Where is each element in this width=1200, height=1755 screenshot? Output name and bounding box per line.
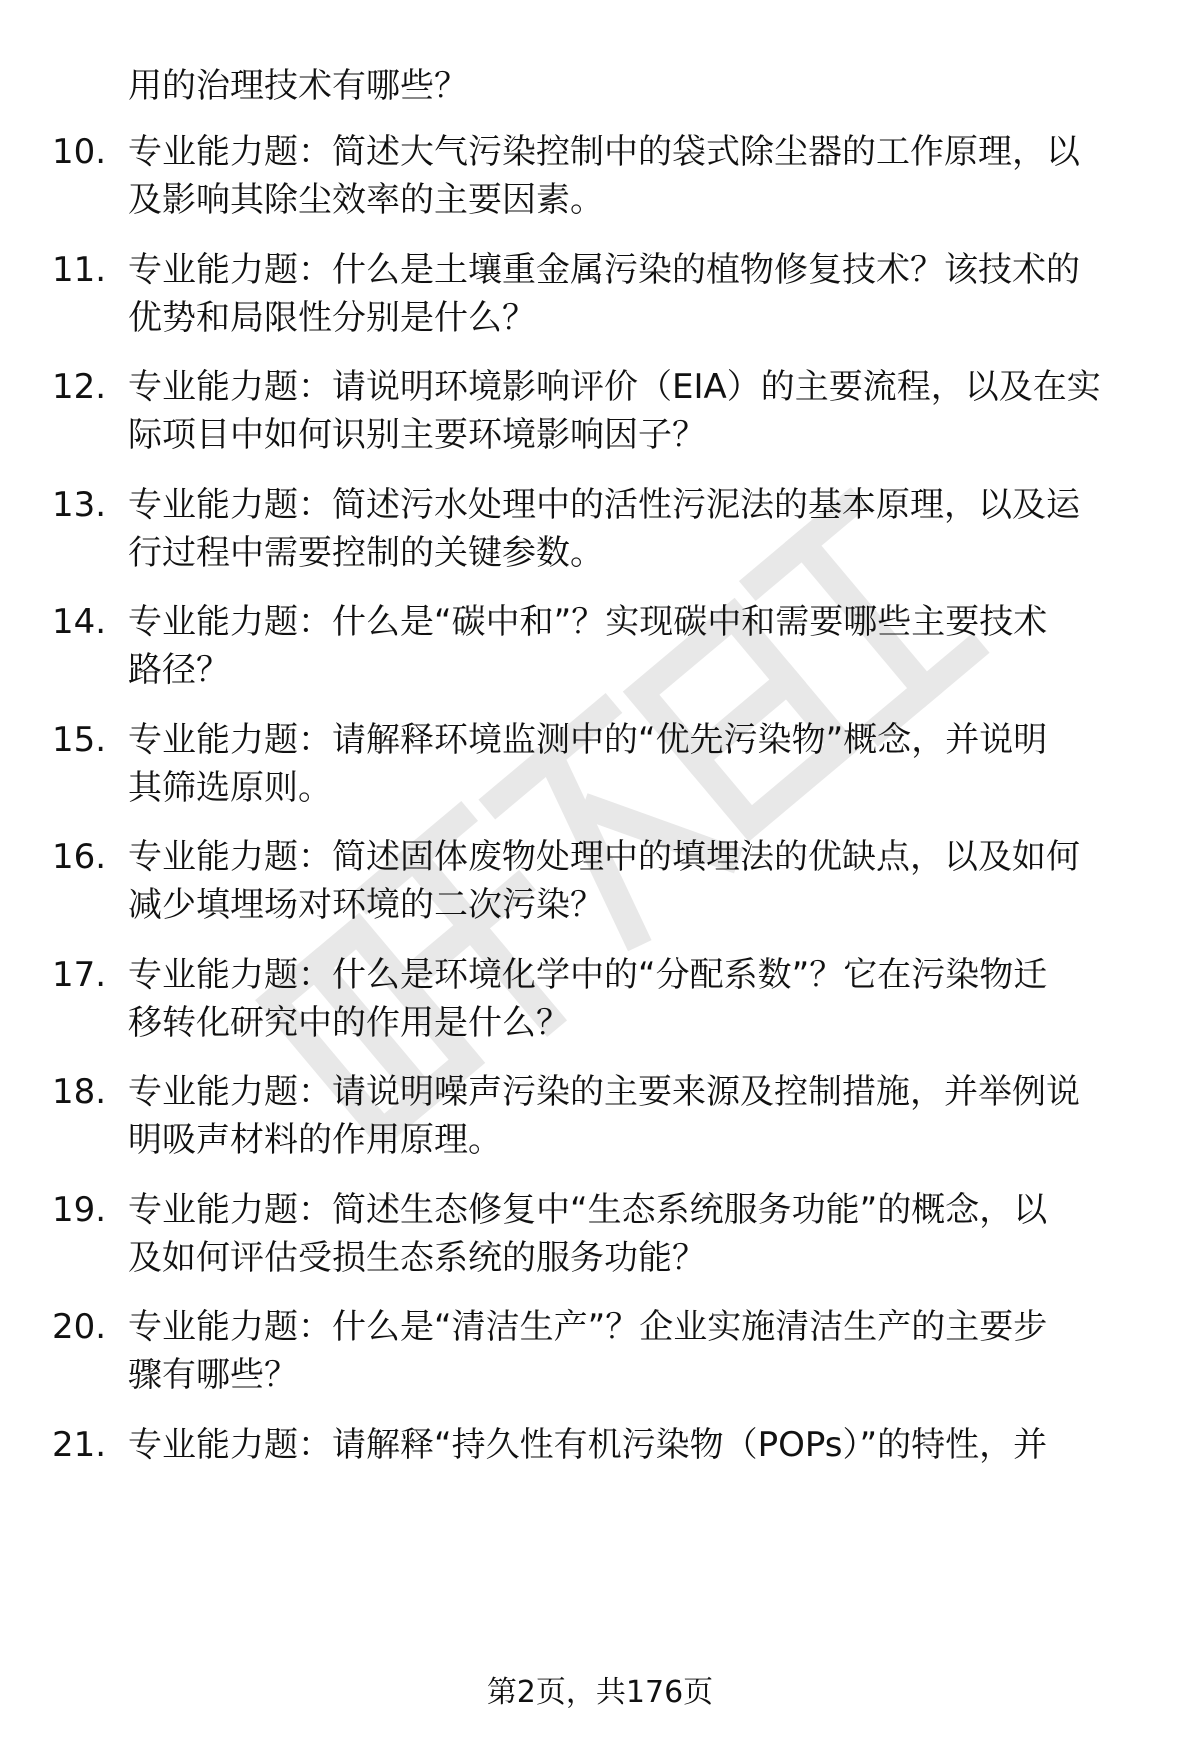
question-text (128, 1186, 1158, 1282)
question-line: 专业能力题：什么是“碳中和”？实现碳中和需要哪些主要技术 (128, 602, 1048, 642)
question-number: 13. (52, 485, 107, 525)
question-line: 际项目中如何识别主要环境影响因子？ (128, 415, 706, 455)
question-line: 专业能力题：什么是“清洁生产”？企业实施清洁生产的主要步 (128, 1307, 1048, 1347)
question-line: 专业能力题：什么是土壤重金属污染的植物修复技术？该技术的 (128, 250, 1080, 290)
question-line: 专业能力题：简述固体废物处理中的填埋法的优缺点，以及如何 (128, 837, 1080, 877)
question-line: 专业能力题：请说明噪声污染的主要来源及控制措施，并举例说 (128, 1072, 1080, 1112)
question-text (128, 716, 1158, 812)
question-number: 10. (52, 132, 107, 172)
question-line: 及如何评估受损生态系统的服务功能？ (128, 1238, 706, 1278)
continuation-text: 用的治理技术有哪些？ (128, 66, 468, 106)
question-line: 行过程中需要控制的关键参数。 (128, 533, 604, 573)
question-text (128, 481, 1158, 577)
question-line: 明吸声材料的作用原理。 (128, 1120, 502, 1160)
page-footer: 第2页，共176页 (486, 1675, 714, 1710)
question-line: 专业能力题：简述污水处理中的活性污泥法的基本原理，以及运 (128, 485, 1080, 525)
question-number: 19. (52, 1190, 107, 1230)
question-number: 21. (52, 1425, 107, 1465)
question-text (128, 1421, 1158, 1469)
question-text (128, 363, 1158, 459)
question-line: 移转化研究中的作用是什么？ (128, 1003, 570, 1043)
question-line: 专业能力题：请解释环境监测中的“优先污染物”概念，并说明 (128, 720, 1048, 760)
question-text (128, 951, 1158, 1047)
question-line: 专业能力题：请解释“持久性有机污染物（POPs）”的特性，并 (128, 1425, 1048, 1465)
question-number: 17. (52, 955, 107, 995)
question-line: 专业能力题：简述大气污染控制中的袋式除尘器的工作原理，以 (128, 132, 1080, 172)
question-number: 12. (52, 367, 107, 407)
question-text (128, 1068, 1158, 1164)
question-text (128, 598, 1158, 694)
question-line: 路径？ (128, 650, 230, 690)
question-number: 14. (52, 602, 107, 642)
question-line: 骤有哪些？ (128, 1355, 298, 1395)
question-number: 18. (52, 1072, 107, 1112)
question-number: 15. (52, 720, 107, 760)
question-line: 专业能力题：请说明环境影响评价（EIA）的主要流程，以及在实 (128, 367, 1101, 407)
question-number: 20. (52, 1307, 107, 1347)
question-line: 优势和局限性分别是什么？ (128, 298, 536, 338)
question-line: 其筛选原则。 (128, 768, 332, 808)
question-text (128, 1303, 1158, 1399)
question-text (128, 833, 1158, 929)
question-number: 11. (52, 250, 107, 290)
question-text (128, 128, 1158, 224)
question-line: 专业能力题：简述生态修复中“生态系统服务功能”的概念，以 (128, 1190, 1048, 1230)
question-line: 减少填埋场对环境的二次污染？ (128, 885, 604, 925)
question-line: 专业能力题：什么是环境化学中的“分配系数”？它在污染物迁 (128, 955, 1048, 995)
question-text (128, 246, 1158, 342)
question-line: 及影响其除尘效率的主要因素。 (128, 180, 604, 220)
question-number: 16. (52, 837, 107, 877)
